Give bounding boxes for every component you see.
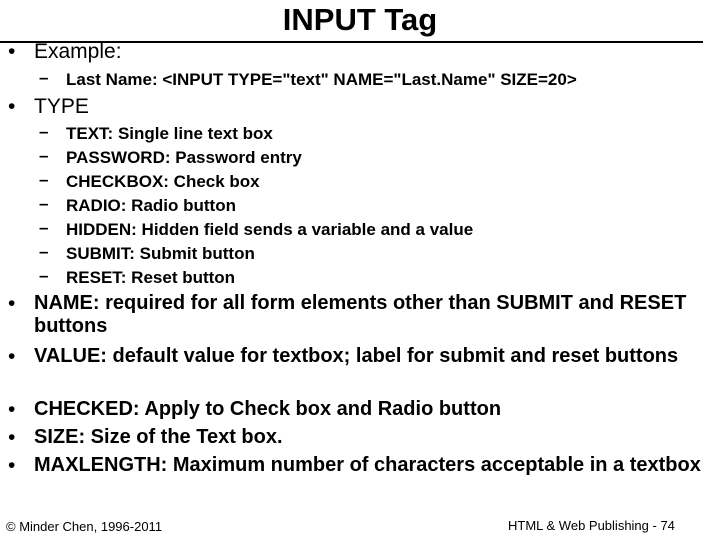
example-code: Last Name: <INPUT TYPE="text" NAME="Last.Name" SIZE=20> bbox=[66, 70, 577, 89]
dash-icon: – bbox=[39, 68, 49, 87]
dash-icon: – bbox=[39, 122, 49, 141]
bullet-icon: • bbox=[8, 426, 16, 449]
dash-icon: – bbox=[39, 146, 49, 165]
type-item: CHECKBOX: Check box bbox=[66, 172, 260, 191]
attribute-item: SIZE: Size of the Text box. bbox=[34, 426, 283, 448]
footer-copyright: © Minder Chen, 1996-2011 bbox=[6, 519, 163, 534]
type-item: RADIO: Radio button bbox=[66, 196, 236, 215]
type-item: HIDDEN: Hidden field sends a variable and a value bbox=[66, 220, 474, 239]
type-item: TEXT: Single line text box bbox=[66, 124, 273, 143]
type-item: RESET: Reset button bbox=[66, 268, 236, 287]
dash-icon: – bbox=[39, 170, 49, 189]
slide-title: INPUT Tag bbox=[282, 2, 438, 37]
bullet-icon: • bbox=[8, 345, 16, 368]
dash-icon: – bbox=[39, 218, 49, 237]
type-item: PASSWORD: Password entry bbox=[66, 148, 302, 167]
bullet-icon: • bbox=[8, 454, 16, 477]
bullet-icon: • bbox=[8, 292, 16, 315]
bullet-icon: • bbox=[8, 40, 16, 63]
attribute-item: MAXLENGTH: Maximum number of characters acceptable in a textbox bbox=[34, 454, 701, 476]
bullet-icon: • bbox=[8, 398, 16, 421]
bullet-icon: • bbox=[8, 95, 16, 118]
attribute-item: VALUE: default value for textbox; label for submit and reset buttons bbox=[34, 345, 679, 367]
type-item: SUBMIT: Submit button bbox=[66, 244, 255, 263]
dash-icon: – bbox=[39, 266, 49, 285]
attribute-item: CHECKED: Apply to Check box and Radio button bbox=[34, 398, 502, 420]
type-label: TYPE bbox=[34, 95, 89, 118]
dash-icon: – bbox=[39, 194, 49, 213]
attribute-item: NAME: required for all form elements other than SUBMIT and RESET buttons bbox=[34, 292, 687, 337]
example-label: Example: bbox=[34, 40, 122, 63]
dash-icon: – bbox=[39, 242, 49, 261]
footer-course: HTML & Web Publishing - 74 bbox=[508, 518, 675, 533]
